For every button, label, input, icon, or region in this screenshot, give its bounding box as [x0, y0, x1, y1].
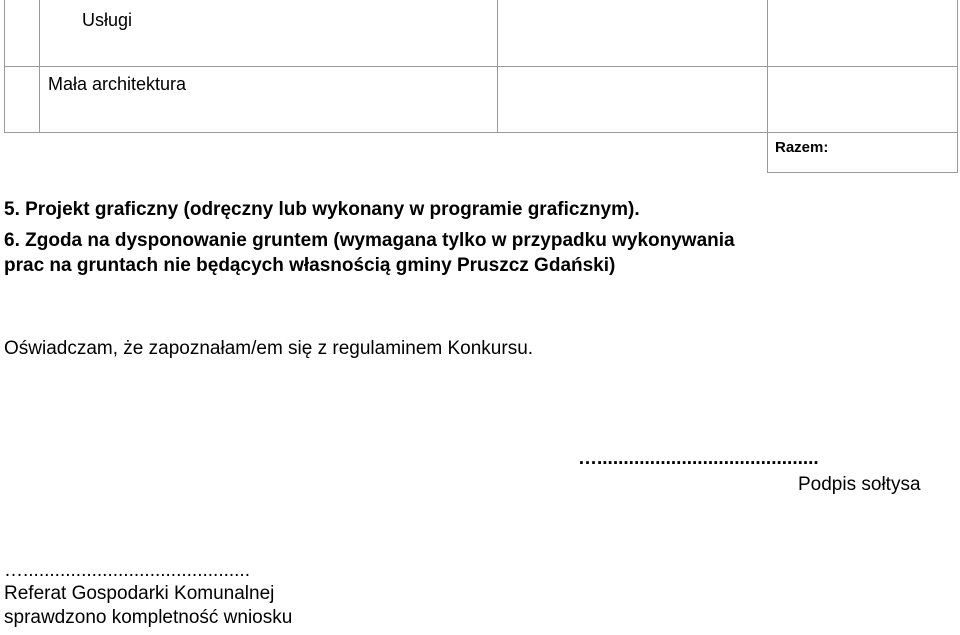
- table-row-label: Usługi: [82, 10, 133, 30]
- item-6-heading-line2: prac na gruntach nie będących własnością gminy Pruszcz Gdański): [4, 255, 616, 276]
- soltys-signature-label: Podpis sołtysa: [798, 474, 921, 495]
- cost-table: [4, 0, 958, 173]
- table-col-divider: [767, 0, 768, 173]
- table-row-divider: [4, 132, 958, 133]
- declaration-text: Oświadczam, że zapoznałam/em się z regulaminem Konkursu.: [4, 338, 534, 359]
- table-row-divider: [4, 66, 958, 67]
- table-row-divider: [767, 172, 958, 173]
- total-label: Razem:: [775, 139, 829, 156]
- table-row-label: Mała architektura: [48, 74, 187, 94]
- soltys-signature-line: …..........................................: [578, 448, 819, 469]
- referat-name: Referat Gospodarki Komunalnej: [4, 583, 275, 604]
- referat-signature-line: …...........................................: [4, 560, 250, 581]
- item-5-heading: 5. Projekt graficzny (odręczny lub wykonany w programie graficznym).: [4, 199, 640, 220]
- item-6-heading-line1: 6. Zgoda na dysponowanie gruntem (wymagana tylko w przypadku wykonywania: [4, 230, 735, 251]
- table-border-right: [957, 0, 958, 173]
- referat-note: sprawdzono kompletność wniosku: [4, 607, 293, 628]
